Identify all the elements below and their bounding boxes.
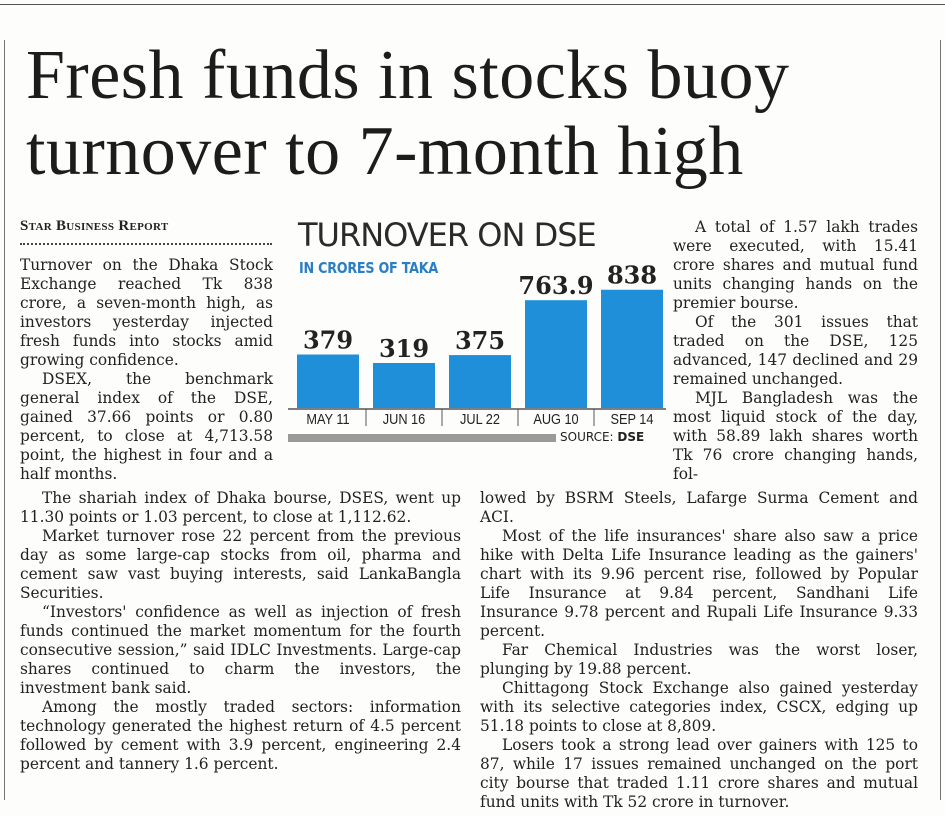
bar-value-label: 375 xyxy=(454,326,506,356)
chart-source: SOURCE: DSE xyxy=(560,430,645,444)
x-tick-label: JUL 22 xyxy=(460,409,500,428)
turnover-bar-chart xyxy=(288,250,668,455)
bar-aug-10 xyxy=(525,300,587,408)
bar-value-label: 379 xyxy=(302,325,354,355)
paragraph: Among the mostly traded sectors: information technology generated the highest return of 4.5 percent followed by cement with 3.9 percent, engineering 2.4 percent and tannery 1.6 percent. xyxy=(20,698,461,773)
paragraph: Losers took a strong lead over gainers with 125 to 87, while 17 issues remained unchanged on the port city bourse that traded 1.11 crore shares and mutual fund units with Tk 52 crore in turnover. xyxy=(480,736,918,811)
paragraph: Turnover on the Dhaka Stock Exchange reached Tk 838 crore, a seven-month high, as investors yesterday injected fresh funds into stocks amid growing confidence. xyxy=(20,256,273,369)
x-tick-label: MAY 11 xyxy=(306,409,350,428)
bar-value-label: 763.9 xyxy=(518,271,594,301)
bar-jul-22 xyxy=(449,355,511,408)
paragraph: DSEX, the benchmark general index of the DSE, gained 37.66 points or 0.80 percent, to close at 4,713.58 point, the highest in four and a half months. xyxy=(20,370,273,483)
right-rule xyxy=(940,40,941,800)
bar-may-11 xyxy=(297,355,359,408)
source-bar xyxy=(288,434,556,442)
x-tick-label: SEP 14 xyxy=(610,409,654,428)
bar-sep-14 xyxy=(601,290,663,408)
paragraph: Far Chemical Industries was the worst loser, plunging by 19.88 percent. xyxy=(480,641,918,678)
paragraph: The shariah index of Dhaka bourse, DSES, went up 11.30 points or 1.03 percent, to close at 1,112.62. xyxy=(20,489,461,526)
paragraph: lowed by BSRM Steels, Lafarge Surma Cement and ACI. xyxy=(480,489,918,526)
column-left-lower xyxy=(20,489,461,774)
paragraph: Chittagong Stock Exchange also gained yesterday with its selective categories index, CSCX, edging up 51.18 points to close at 8,809. xyxy=(480,679,918,735)
top-rule xyxy=(0,4,945,5)
column-right-lower xyxy=(480,489,918,812)
headline: Fresh funds in stocks buoy turnover to 7-month high xyxy=(26,37,790,190)
bar-value-label: 838 xyxy=(606,260,658,290)
x-tick-label: JUN 16 xyxy=(382,409,426,428)
chart-title: TURNOVER ON DSE xyxy=(298,216,596,254)
byline: Star Business Report xyxy=(20,218,169,234)
paragraph: A total of 1.57 lakh trades were executed, with 15.41 crore shares and mutual fund units changing hands on the premier bourse. xyxy=(673,218,918,312)
bar-value-label: 319 xyxy=(378,333,430,363)
bar-jun-16 xyxy=(373,363,435,408)
paragraph: Of the 301 issues that traded on the DSE, 125 advanced, 147 declined and 29 remained unchanged. xyxy=(673,313,918,388)
paragraph: MJL Bangladesh was the most liquid stock of the day, with 58.89 lakh shares worth Tk 76 crore changing hands, fol- xyxy=(673,389,918,483)
paragraph: “Investors' confidence as well as injection of fresh funds continued the market momentum for the fourth consecutive session,” said IDLC Investments. Large-cap shares continued to charm the investors, the investment bank said. xyxy=(20,603,461,697)
chart-subtitle: IN CRORES OF TAKA xyxy=(299,259,439,277)
paragraph: Most of the life insurances' share also saw a price hike with Delta Life Insurance leading as the gainers' chart with its 9.96 percent rise, followed by Popular Life Insurance at 9.84 percent, Sandhani Life Insurance 9.78 percent and Rupali Life Insurance 9.33 percent. xyxy=(480,527,918,640)
left-rule xyxy=(4,40,5,800)
byline-dotted-rule xyxy=(20,243,272,245)
column-left xyxy=(20,256,273,484)
x-tick-label: AUG 10 xyxy=(533,409,579,428)
paragraph: Market turnover rose 22 percent from the previous day as some large-cap stocks from oil, pharma and cement saw vast buying interests, said LankaBangla Securities. xyxy=(20,527,461,602)
column-right xyxy=(673,218,918,484)
